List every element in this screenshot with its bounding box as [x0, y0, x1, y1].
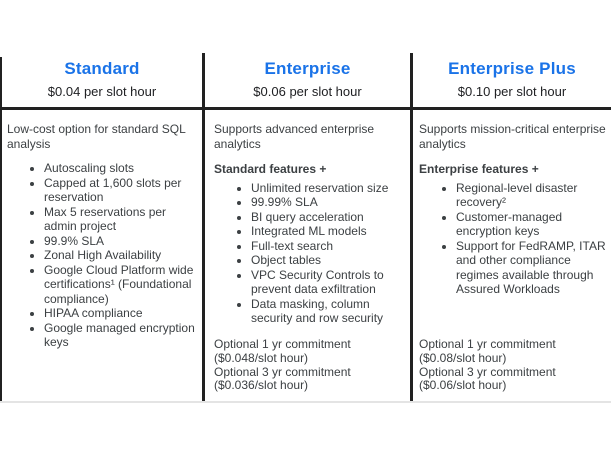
plan-body-standard	[7, 122, 198, 350]
feature-item: • Capped at 1,600 slots per reservation	[44, 176, 198, 205]
feature-item: • Zonal High Availability	[44, 248, 198, 263]
plan-description: Supports advanced enterprise analytics	[214, 122, 375, 151]
header-divider-rule	[0, 107, 611, 110]
plan-header-enterprise-plus	[413, 59, 611, 99]
feature-list	[214, 181, 406, 326]
commitment-line: Optional 1 yr commitment	[214, 337, 351, 351]
plan-title: Enterprise Plus	[448, 59, 576, 78]
feature-item: • VPC Security Controls to prevent data exfiltration	[251, 268, 406, 297]
plan-body-enterprise-plus	[419, 122, 607, 297]
commitment-line: Optional 3 yr commitment	[419, 364, 556, 379]
plan-price: $0.04 per slot hour	[47, 84, 157, 99]
commitment-line: ($0.036/slot hour)	[214, 378, 309, 393]
feature-item: • Support for FedRAMP, ITAR and other compliance regimes available through Assured Workloads	[456, 239, 607, 297]
plan-price: $0.10 per slot hour	[457, 84, 567, 99]
feature-item: • 99.99% SLA	[251, 195, 406, 210]
feature-item: • Regional-level disaster recovery²	[456, 181, 607, 210]
feature-item: • Google managed encryption keys	[44, 321, 198, 350]
feature-item: • Customer-managed encryption keys	[456, 210, 607, 239]
feature-item: • BI query acceleration	[251, 210, 406, 225]
plan-header-standard	[2, 59, 202, 99]
feature-item: • Max 5 reservations per admin project	[44, 205, 198, 234]
plan-title: Enterprise	[264, 59, 351, 78]
plan-header-enterprise	[205, 59, 410, 99]
column-divider-1	[202, 53, 205, 402]
commitment-line: Optional 3 yr commitment	[214, 364, 351, 379]
column-divider-2	[410, 53, 413, 402]
feature-item: • Data masking, column security and row security	[251, 297, 406, 326]
feature-item: • Integrated ML models	[251, 224, 406, 239]
feature-item: • Autoscaling slots	[44, 161, 198, 176]
commitment-line: ($0.048/slot hour)	[214, 350, 309, 365]
commitment-line: ($0.08/slot hour)	[419, 350, 507, 365]
feature-item: • Full-text search	[251, 239, 406, 254]
plan-price: $0.06 per slot hour	[253, 84, 362, 99]
plan-description: Low-cost option for standard SQL analysis	[7, 122, 186, 151]
feature-item: • 99.9% SLA	[44, 234, 198, 249]
commitment-line: ($0.06/slot hour)	[419, 378, 507, 393]
feature-item: • Google Cloud Platform wide certifications¹ (Foundational compliance)	[44, 263, 198, 307]
feature-item: • HIPAA compliance	[44, 306, 198, 321]
plan-description: Supports mission-critical enterprise analytics	[419, 122, 606, 151]
plan-title: Standard	[64, 59, 140, 78]
feature-item: • Object tables	[251, 253, 406, 268]
commitment-options-enterprise	[214, 338, 406, 393]
feature-list	[7, 161, 198, 350]
plan-body-enterprise	[214, 122, 406, 326]
feature-item: • Unlimited reservation size	[251, 181, 406, 196]
commitment-line: Optional 1 yr commitment	[419, 337, 556, 351]
features-heading: Enterprise features +	[419, 162, 539, 176]
features-heading: Standard features +	[214, 162, 327, 176]
commitment-options-enterprise-plus	[419, 338, 607, 393]
table-bottom-border	[0, 401, 611, 403]
feature-list	[419, 181, 607, 297]
